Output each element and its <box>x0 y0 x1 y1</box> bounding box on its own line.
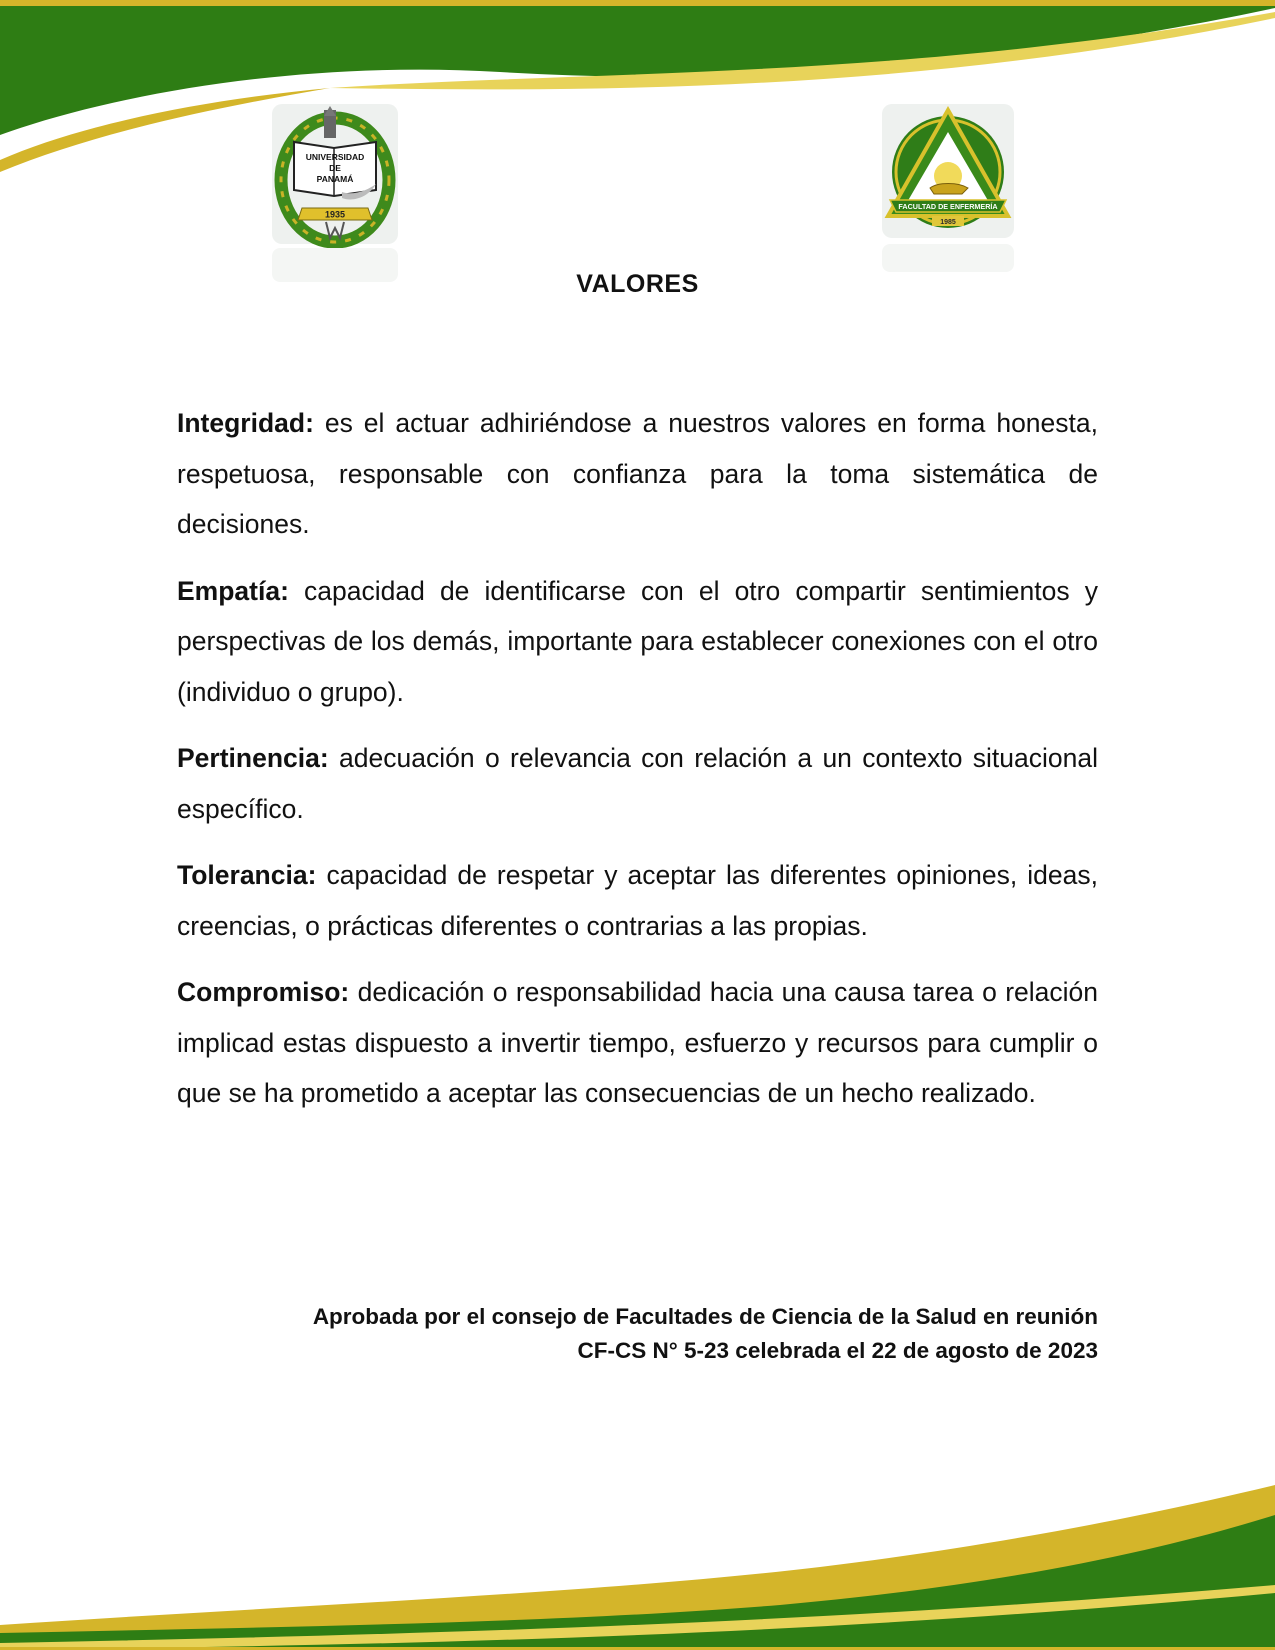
bottom-wave-decoration <box>0 1475 1275 1650</box>
svg-text:1985: 1985 <box>940 219 956 226</box>
top-wave-decoration <box>0 0 1275 175</box>
page-title: VALORES <box>576 270 699 298</box>
svg-text:PANAMÁ: PANAMÁ <box>316 174 354 184</box>
svg-text:DE: DE <box>329 163 341 173</box>
value-description: capacidad de identificarse con el otro compartir sentimientos y perspectivas de los demás, importante para establecer conexiones con el otro (individuo o grupo). <box>177 575 1098 707</box>
value-description: adecuación o relevancia con relación a un contexto situacional específico. <box>177 743 1098 824</box>
value-term: Integridad: <box>177 408 314 438</box>
value-pertinencia <box>177 733 1098 834</box>
facultad-de-enfermeria-logo <box>882 104 1014 274</box>
svg-text:1935: 1935 <box>324 209 346 220</box>
value-term: Compromiso: <box>177 977 350 1007</box>
approval-line-1: Aprobada por el consejo de Facultades de Ciencia de la Salud en reunión <box>312 1304 1098 1329</box>
values-list <box>177 398 1098 1135</box>
value-empatia <box>177 566 1098 718</box>
value-term: Empatía: <box>177 575 289 606</box>
approval-note <box>177 1300 1098 1368</box>
value-term: Pertinencia: <box>177 743 329 773</box>
value-integridad <box>177 398 1098 550</box>
svg-text:FACULTAD DE ENFERMERÍA: FACULTAD DE ENFERMERÍA <box>898 202 998 211</box>
approval-line-2: CF-CS N° 5-23 celebrada el 22 de agosto de 2023 <box>577 1338 1098 1363</box>
value-description: capacidad de respetar y aceptar las diferentes opiniones, ideas, creencias, o prácticas diferentes o contrarias a las propias. <box>177 860 1098 941</box>
value-description: dedicación o responsabilidad hacia una causa tarea o relación implicad estas dispuesto a invertir tiempo, esfuerzo y recursos para cumplir o que se ha prometido a aceptar las consecuencias de un hecho realizado. <box>177 977 1098 1108</box>
value-description: es el actuar adhiriéndose a nuestros valores en forma honesta, respetuosa, responsable con confianza para la toma sistemática de decisiones. <box>177 408 1098 539</box>
value-tolerancia <box>177 850 1098 951</box>
value-compromiso <box>177 967 1098 1119</box>
value-term: Tolerancia: <box>177 860 317 890</box>
svg-text:UNIVERSIDAD: UNIVERSIDAD <box>305 152 365 162</box>
universidad-de-panama-logo <box>272 104 398 286</box>
